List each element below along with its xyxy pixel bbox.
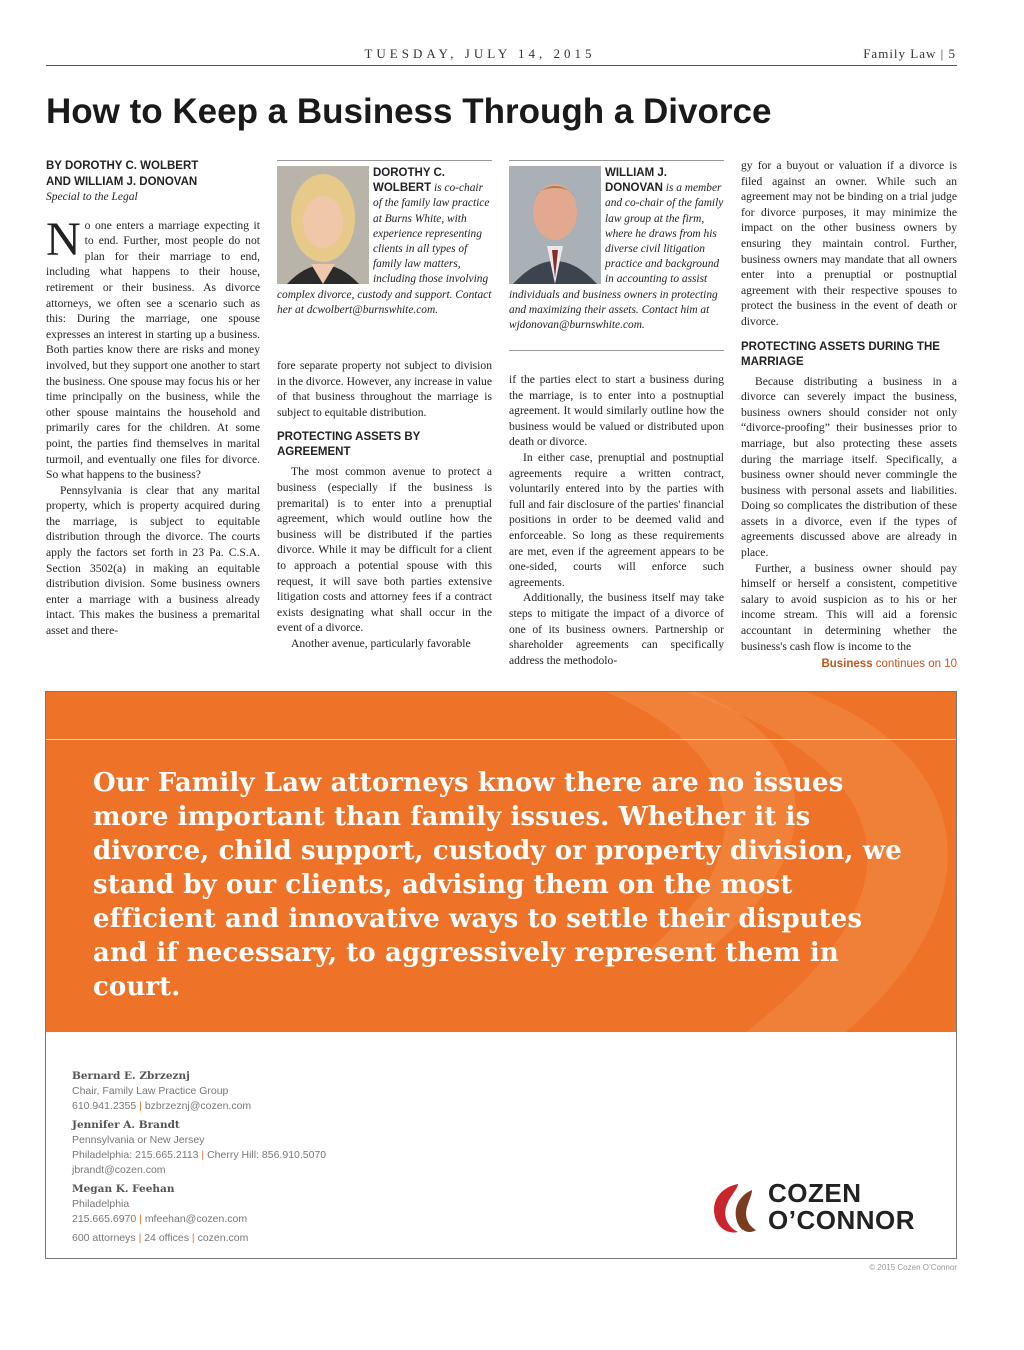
contact-info: 610.941.2355 | bzbrzeznj@cozen.com bbox=[72, 1100, 252, 1112]
byline-line-1: BY DOROTHY C. WOLBERT bbox=[46, 160, 199, 172]
byline-line-2: AND WILLIAM J. DONOVAN bbox=[46, 176, 198, 188]
ad-divider bbox=[46, 739, 956, 740]
cozen-oconnor-logo bbox=[708, 1180, 938, 1238]
paragraph: The most common avenue to protect a business (especially if the business is premarital) is to enter into a prenuptial agreement, which would outline how the business will be distributed if the parties divorce. While it may be difficult for a client to approach a potential spouse with this request, it will save both parties extensive litigation costs and attorney fees if a contract exists designating what shall occur in the event of a divorce. bbox=[277, 465, 492, 635]
firm-website-link[interactable]: cozen.com bbox=[197, 1232, 249, 1244]
paragraph: fore separate property not subject to division in the divorce. However, any increase in value of that business throughout the marriage is subject to equitable distribution. bbox=[277, 359, 492, 419]
subhead-during-marriage: PROTECTING ASSETS DURING THE MARRIAGE bbox=[741, 340, 940, 368]
bio-donovan: WILLIAM J. DONOVAN is a member and co-chair of the family law group at the firm, where he draws from his diverse civil litigation practice and background in accounting to assist individuals and business owners in protecting and maximizing their assets. Contact him at wjdonovan@burnswhite.com. bbox=[509, 167, 724, 332]
paragraph: gy for a buyout or valuation if a divorce is filed against an owner. While such an agreement may not be binding on a trial judge for divorce purposes, it may minimize the impact on the other business owners by ensuring they maintain control. Further, business owners may mandate that all owners enter into a prenuptial or postnuptial agreement with their respective spouses to protect the business in the event of death or divorce. bbox=[741, 159, 957, 328]
advertisement-banner bbox=[46, 692, 956, 1032]
masthead-divider bbox=[46, 65, 957, 66]
bio-divider bbox=[277, 160, 492, 161]
paragraph: Pennsylvania is clear that any marital property, which is property acquired during the marriage, is subject to equitable distribution through the divorce. The courts apply the factors set forth in 23 Pa. C.S.A. Section 3502(a) in making an equitable distribution division. Some business owners enter a marriage with a business already intact. This makes the business a premarital asset and there- bbox=[46, 483, 260, 638]
article-column-2 bbox=[277, 358, 492, 652]
contact-email[interactable]: jbrandt@cozen.com bbox=[72, 1164, 166, 1176]
paragraph: Because distributing a business in a divorce can severely impact the business, business owners should consider not only “divorce-proofing” their businesses prior to marriage, but also protecting these assets during the marriage itself. Specifically, a business owner should never commingle the business with personal assets and liabilities. Doing so complicates the distribution of these assets in a divorce, even if the types of agreements discussed above are already in place. bbox=[741, 374, 957, 560]
ad-contacts bbox=[72, 1069, 326, 1246]
article-column-4 bbox=[741, 158, 957, 654]
bio-divider bbox=[509, 350, 724, 351]
contact-info: 215.665.6970 | mfeehan@cozen.com bbox=[72, 1213, 248, 1225]
article-headline: How to Keep a Business Through a Divorce bbox=[46, 92, 772, 131]
logo-wordmark: COZEN O’CONNOR bbox=[768, 1178, 915, 1235]
bio-name: DOROTHY C. WOLBERT bbox=[373, 167, 445, 195]
ad-headline: Our Family Law attorneys know there are no issues more important than family issues. Whether it is divorce, child support, custody or property division, we stand by our clients, advising them on the most efficient and innovative ways to settle their disputes and if necessary, to aggressively represent them in court. bbox=[93, 768, 902, 1002]
bio-name: WILLIAM J. DONOVAN bbox=[605, 167, 667, 195]
issue-date: TUESDAY, JULY 14, 2015 bbox=[364, 46, 596, 61]
contact-email[interactable]: mfeehan@cozen.com bbox=[144, 1213, 248, 1225]
continued-jump-line: Business continues on 10 bbox=[821, 658, 957, 670]
copyright-notice: © 2015 Cozen O’Connor bbox=[869, 1263, 957, 1272]
section-page-label: Family Law | 5 bbox=[863, 46, 956, 61]
contact-email[interactable]: bzbrzeznj@cozen.com bbox=[144, 1100, 252, 1112]
bio-wolbert: DOROTHY C. WOLBERT is co-chair of the family law practice at Burns White, with experience representing clients in all types of family law matters, including those involving complex divorce, custody and support. Contact her at dcwolbert@burnswhite.com. bbox=[277, 167, 492, 316]
paragraph: if the parties elect to start a business during the marriage, is to enter into a postnuptial agreement. It would similarly outline how the business would be valued or distributed upon death or divorce. bbox=[509, 373, 724, 449]
contact-name: Bernard E. Zbrzeznj bbox=[72, 1070, 190, 1082]
paragraph: Additionally, the business itself may take steps to mitigate the impact of a divorce of one of its business owners. Partnership or shareholder agreements can specifically address the methodolo- bbox=[509, 591, 724, 667]
article-column-3 bbox=[509, 372, 724, 668]
drop-cap: N bbox=[46, 212, 81, 266]
contact-title: Chair, Family Law Practice Group bbox=[72, 1085, 229, 1097]
paragraph: Further, a business owner should pay himself or herself a consistent, competitive salary to avoid suspicion as to his or her income stream. This will aid a forensic accountant in determining whether the business's cash flow is income to the bbox=[741, 561, 957, 653]
contact-name: Jennifer A. Brandt bbox=[72, 1119, 180, 1131]
firm-summary: 600 attorneys | 24 offices | cozen.com bbox=[72, 1232, 249, 1244]
paragraph: No one enters a marriage expecting it to end. Further, most people do not plan for their marriage to end, including what happens to their house, retirement or their business. As divorce attorneys, we often see a scenario such as this: During the marriage, one spouse expresses an interest in starting up a business. Both parties know there are risks and money involved, but they support one another to start the business. One spouse may focus his or her time principally on the business, while the other spouse maintains the household and primarily cares for the children. At some point, the parties find themselves in marital turmoil, and eventually one files for divorce. So what happens to the business? bbox=[46, 212, 260, 482]
logo-mark-icon bbox=[708, 1180, 764, 1236]
byline-special: Special to the Legal bbox=[46, 191, 138, 203]
article-column-1 bbox=[46, 158, 260, 639]
contact-name: Megan K. Feehan bbox=[72, 1183, 175, 1195]
contact-info: Philadelphia: 215.665.2113 | Cherry Hill: 856.910.5070 bbox=[72, 1149, 327, 1161]
contact-title: Philadelphia bbox=[72, 1198, 130, 1210]
contact-title: Pennsylvania or New Jersey bbox=[72, 1134, 205, 1146]
subhead-agreement: PROTECTING ASSETS BY AGREEMENT bbox=[277, 431, 421, 459]
paragraph: In either case, prenuptial and postnuptial agreements require a written contract, voluntarily entered into by the parties with full and fair disclosure of the parties' financial positions in order to be deemed valid and enforceable. So long as these requirements are met, even if the agreement appears to be one-sided, courts will enforce such agreements. bbox=[509, 450, 724, 589]
paragraph: Another avenue, particularly favorable bbox=[291, 636, 471, 650]
bio-divider bbox=[509, 160, 724, 161]
